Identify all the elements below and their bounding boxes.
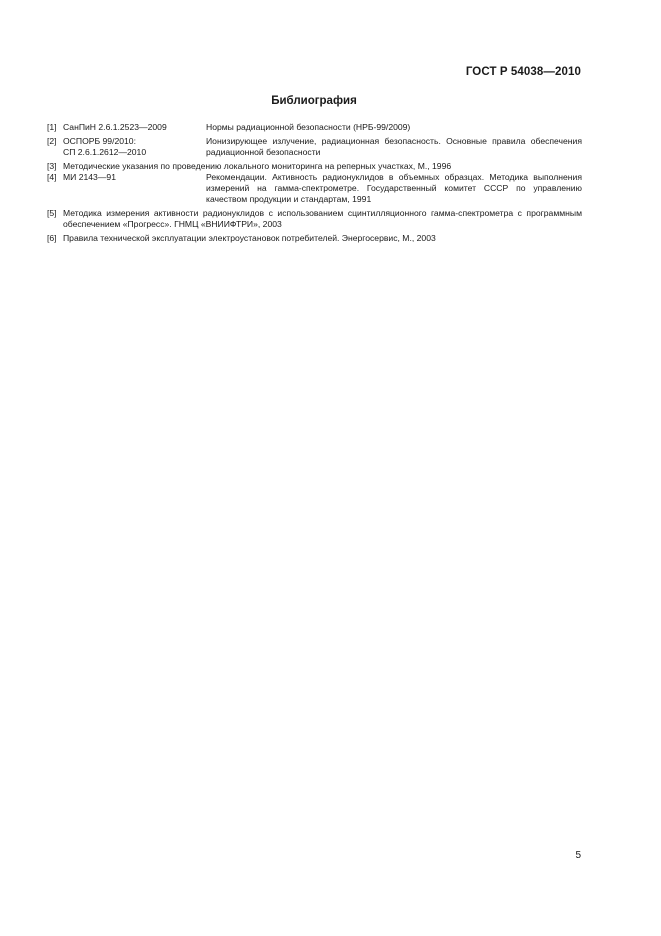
entry-reference — [63, 122, 206, 133]
entry-reference — [63, 172, 206, 205]
bibliography-entry — [47, 136, 582, 158]
entry-description: Рекомендации. Активность радионуклидов в объемных образцах. Методика выполнения измерений на гамма-спектрометре. Государственный комитет СССР по управлению качеством продукции и стандартам, 1991 — [206, 172, 582, 204]
entry-number: [1] — [47, 122, 57, 132]
bibliography-entry — [47, 122, 582, 133]
entry-description: Нормы радиационной безопасности (НРБ-99/2009) — [206, 122, 411, 132]
entry-full-text: Методические указания по проведению локального мониторинга на реперных участках, М., 1996 — [63, 161, 452, 171]
entry-number: [6] — [47, 233, 57, 243]
reference-line: СП 2.6.1.2612—2010 — [63, 147, 147, 157]
entry-number: [4] — [47, 172, 57, 182]
entry-number: [3] — [47, 161, 57, 171]
entry-description: Ионизирующее излучение, радиационная безопасность. Основные правила обеспечения радиационной безопасности — [206, 136, 582, 157]
entry-number: [5] — [47, 208, 57, 218]
reference-line: МИ 2143—91 — [63, 172, 116, 182]
bibliography-title: Библиография — [271, 95, 357, 107]
reference-line: СанПиН 2.6.1.2523—2009 — [63, 122, 167, 132]
standard-designation: ГОСТ Р 54038—2010 — [465, 66, 581, 78]
entry-full-text: Методика измерения активности радионуклидов с использованием сцинтилляционного гамма-спектрометра с программным обеспечением «Прогресс». ГНМЦ «ВНИИФТРИ», 2003 — [63, 208, 582, 229]
page-number: 5 — [575, 850, 581, 861]
entry-reference — [63, 136, 206, 158]
reference-line: ОСПОРБ 99/2010: — [63, 136, 136, 146]
entry-number: [2] — [47, 136, 57, 146]
bibliography-entry — [47, 161, 582, 172]
entry-full-text: Правила технической эксплуатации электроустановок потребителей. Энергосервис, М., 2003 — [63, 233, 436, 243]
bibliography-list — [47, 122, 582, 247]
bibliography-entry — [47, 233, 582, 244]
bibliography-entry — [47, 208, 582, 230]
bibliography-entry — [47, 172, 582, 205]
